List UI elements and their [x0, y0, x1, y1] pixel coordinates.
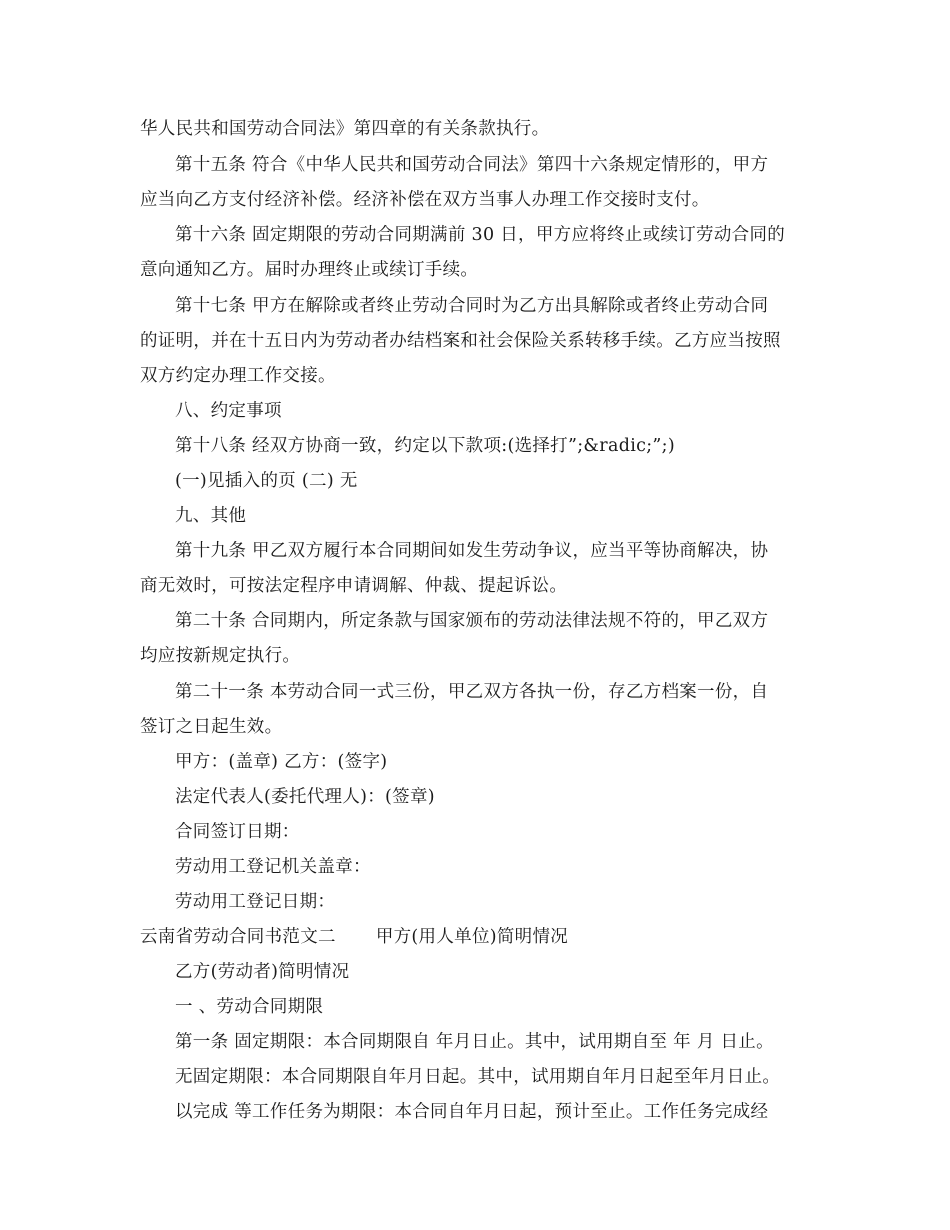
paragraph-line: 签订之日起生效。 [140, 717, 283, 737]
article-19-line: 第十九条 甲乙双方履行本合同期间如发生劳动争议，应当平等协商解决，协 [175, 541, 769, 561]
document-subtitle: 云南省劳动合同书范文二 [140, 927, 336, 947]
article-16-line: 第十六条 固定期限的劳动合同期满前 30 日，甲方应将终止或续订劳动合同的 [175, 225, 786, 245]
paragraph-line: 均应按新规定执行。 [140, 646, 301, 666]
representative-line: 法定代表人(委托代理人)：(签章) [175, 787, 435, 807]
paragraph-line: 华人民共和国劳动合同法》第四章的有关条款执行。 [140, 119, 550, 139]
signature-line: 甲方：(盖章) 乙方：(签字) [175, 752, 388, 772]
section-heading: 八、约定事项 [175, 401, 282, 421]
paragraph-line: 意向通知乙方。届时办理终止或续订手续。 [140, 260, 479, 280]
article-20-line: 第二十条 合同期内，所定条款与国家颁布的劳动法律法规不符的，甲乙双方 [175, 611, 769, 631]
article-15-line: 第十五条 符合《中华人民共和国劳动合同法》第四十六条规定情形的，甲方 [175, 155, 769, 175]
registration-date-line: 劳动用工登记日期： [175, 892, 336, 912]
paragraph-line: 商无效时，可按法定程序申请调解、仲裁、提起诉讼。 [140, 576, 568, 596]
party-b-summary: 乙方(劳动者)简明情况 [175, 962, 350, 982]
indefinite-term-line: 无固定期限：本合同期限自年月日起。其中，试用期自年月日起至年月日止。 [175, 1067, 781, 1087]
document-subtitle-line [140, 925, 568, 949]
paragraph-line: 应当向乙方支付经济补偿。经济补偿在双方当事人办理工作交接时支付。 [140, 190, 710, 210]
article-18-line: 第十八条 经双方协商一致，约定以下款项:(选择打”;&radic;”;) [175, 436, 675, 456]
registration-seal-line: 劳动用工登记机关盖章： [175, 857, 371, 877]
section-heading: 一 、劳动合同期限 [175, 997, 324, 1017]
section-heading: 九、其他 [175, 506, 247, 526]
paragraph-line: 双方约定办理工作交接。 [140, 366, 336, 386]
option-line: (一)见插入的页 (二) 无 [175, 471, 358, 491]
article-21-line: 第二十一条 本劳动合同一式三份，甲乙双方各执一份，存乙方档案一份，自 [175, 682, 769, 702]
sign-date-line: 合同签订日期： [175, 822, 300, 842]
task-term-line: 以完成 等工作任务为期限：本合同自年月日起，预计至止。工作任务完成经 [175, 1102, 769, 1122]
paragraph-line: 的证明，并在十五日内为劳动者办结档案和社会保险关系转移手续。乙方应当按照 [140, 331, 781, 351]
article-17-line: 第十七条 甲方在解除或者终止劳动合同时为乙方出具解除或者终止劳动合同 [175, 296, 769, 316]
article-1-line: 第一条 固定期限：本合同期限自 年月日止。其中，试用期自至 年 月 日止。 [175, 1032, 774, 1052]
party-a-summary: 甲方(用人单位)简明情况 [375, 927, 569, 947]
